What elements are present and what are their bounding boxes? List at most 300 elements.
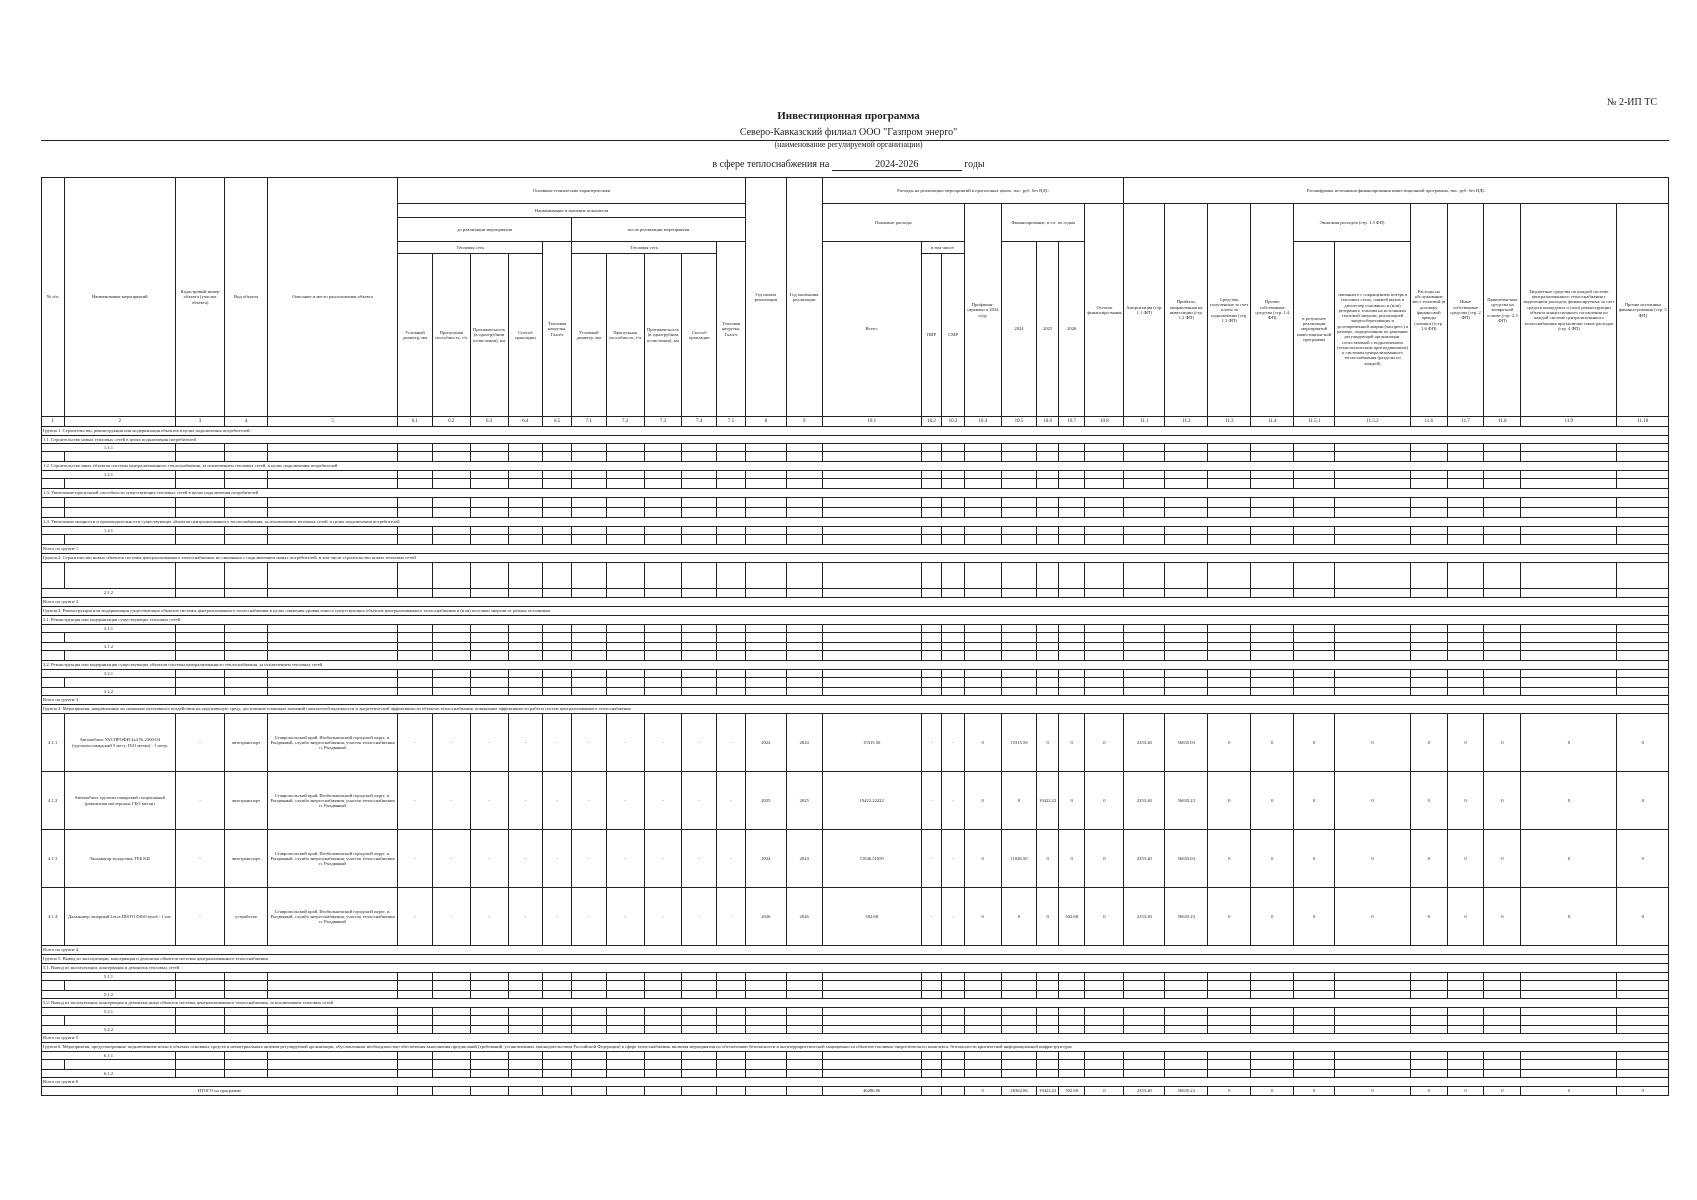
- empty-cell: [717, 498, 746, 508]
- empty-cell: [1058, 1070, 1085, 1078]
- empty-cell: [1617, 535, 1669, 545]
- item-sav2: 0: [1335, 772, 1411, 830]
- item-place: Ставропольский край, Изобильненский городской округ, п. Рыздвяный, служба энергоснабжения, участок теплоснабжения п. Рыздвяный: [268, 714, 398, 772]
- empty-cell: [1484, 633, 1521, 643]
- empty-cell: [268, 678, 398, 688]
- empty-cell: [42, 498, 65, 508]
- empty-cell: [508, 563, 543, 589]
- item-sav1: 0: [1294, 772, 1335, 830]
- empty-cell: [225, 651, 268, 661]
- group-row: [42, 696, 1669, 705]
- empty-cell: [942, 991, 965, 999]
- item-total: 15315.56: [822, 714, 921, 772]
- empty-cell: [225, 1060, 268, 1070]
- empty-cell: [1484, 991, 1521, 999]
- empty-cell: [1124, 625, 1165, 633]
- empty-cell: [42, 479, 65, 489]
- item-lease: 0: [1410, 714, 1447, 772]
- empty-cell: [176, 1026, 225, 1034]
- empty-cell: [644, 688, 682, 696]
- empty-cell: [1085, 471, 1124, 479]
- empty-cell: [225, 535, 268, 545]
- empty-cell: [921, 444, 941, 452]
- empty-cell: [1058, 508, 1085, 518]
- empty-cell: [1165, 1016, 1208, 1026]
- empty-cell: [470, 1052, 508, 1060]
- empty-cell: [1410, 471, 1447, 479]
- empty-cell: [1410, 498, 1447, 508]
- empty-cell: [606, 651, 644, 661]
- empty-cell: [398, 973, 433, 981]
- empty-cell: [1294, 1008, 1335, 1016]
- empty-cell: [1294, 643, 1335, 651]
- empty-cell: [682, 508, 717, 518]
- empty-cell: [1617, 1070, 1669, 1078]
- empty-cell: [571, 981, 606, 991]
- empty-cell: [606, 1052, 644, 1060]
- empty-cell: [822, 625, 921, 633]
- item-tech-value: -: [543, 888, 572, 946]
- col-profit-header: Прибыль, направленная на инвестиции (стр. 1.2 ФП): [1165, 204, 1208, 417]
- empty-cell: [942, 1060, 965, 1070]
- empty-cell: [470, 670, 508, 678]
- empty-cell: [717, 991, 746, 999]
- empty-cell: [1037, 1052, 1058, 1060]
- empty-cell: [268, 1070, 398, 1078]
- empty-cell: [1037, 452, 1058, 462]
- empty-cell: [432, 1008, 470, 1016]
- empty-cell: [1484, 670, 1521, 678]
- item-profit: 56635.23: [1165, 772, 1208, 830]
- empty-cell: [717, 633, 746, 643]
- empty-cell: [1410, 1008, 1447, 1016]
- empty-cell: [1251, 563, 1294, 589]
- empty-cell: [921, 688, 941, 696]
- sub-row-number: 3.1.2: [42, 643, 176, 651]
- sub-row: [42, 625, 1669, 633]
- empty-cell: [717, 688, 746, 696]
- item-f2024: 15315.56: [1001, 714, 1037, 772]
- empty-cell: [717, 1016, 746, 1026]
- empty-cell: [1124, 1052, 1165, 1060]
- empty-cell: [432, 563, 470, 589]
- item-sav2: 0: [1335, 888, 1411, 946]
- empty-cell: [1294, 498, 1335, 508]
- empty-cell: [1037, 643, 1058, 651]
- column-number-cell: 6.4: [508, 417, 543, 427]
- empty-cell: [682, 670, 717, 678]
- empty-cell: [268, 670, 398, 678]
- empty-cell: [1208, 508, 1251, 518]
- empty-cell: [942, 589, 965, 598]
- item-lease: 0: [1410, 888, 1447, 946]
- empty-cell: [225, 589, 268, 598]
- item-rest: 0: [1085, 830, 1124, 888]
- item-tech-value: -: [470, 772, 508, 830]
- empty-cell: [942, 479, 965, 489]
- empty-cell: [1447, 1060, 1484, 1070]
- empty-cell: [1294, 508, 1335, 518]
- empty-cell: [470, 535, 508, 545]
- empty-cell: [508, 1087, 543, 1096]
- empty-cell: [1251, 1008, 1294, 1016]
- empty-cell: [1447, 563, 1484, 589]
- item-cadastral: -: [176, 772, 225, 830]
- empty-cell: [176, 1008, 225, 1016]
- empty-cell: [432, 1087, 470, 1096]
- item-place: Ставропольский край, Изобильненский городской округ, п. Рыздвяный, служба энергоснабжения, участок теплоснабжения п. Рыздвяный: [268, 772, 398, 830]
- empty-cell: [1335, 678, 1411, 688]
- column-number-cell: 10.6: [1037, 417, 1058, 427]
- empty-cell: [225, 1008, 268, 1016]
- empty-cell: [42, 981, 65, 991]
- empty-cell: [1335, 444, 1411, 452]
- empty-cell: [1085, 1008, 1124, 1016]
- empty-cell: [1447, 535, 1484, 545]
- empty-cell: [1124, 1060, 1165, 1070]
- group-row: [42, 518, 1669, 527]
- empty-cell: [606, 479, 644, 489]
- item-smr: -: [942, 830, 965, 888]
- empty-cell: [682, 444, 717, 452]
- empty-cell: [1410, 678, 1447, 688]
- empty-cell: [1124, 633, 1165, 643]
- empty-cell: [606, 1060, 644, 1070]
- empty-cell: [921, 991, 941, 999]
- sub-row: [42, 1052, 1669, 1060]
- empty-cell: [644, 633, 682, 643]
- empty-cell: [1251, 625, 1294, 633]
- empty-cell: [964, 508, 1001, 518]
- empty-cell: [571, 527, 606, 535]
- column-number-cell: 11.5.1: [1294, 417, 1335, 427]
- empty-cell: [786, 508, 822, 518]
- empty-cell: [1410, 1060, 1447, 1070]
- empty-cell: [1617, 670, 1669, 678]
- empty-cell: [822, 535, 921, 545]
- investment-program-table: [41, 177, 1669, 1096]
- empty-cell: [717, 1087, 746, 1096]
- empty-cell: [398, 563, 433, 589]
- empty-cell: [745, 651, 786, 661]
- empty-cell: [682, 625, 717, 633]
- empty-cell: [543, 1060, 572, 1070]
- empty-cell: [1251, 688, 1294, 696]
- empty-cell: [398, 589, 433, 598]
- col-heat-load-before: Тепловая нагрузка, Гкал/ч: [543, 242, 572, 417]
- empty-cell: [606, 991, 644, 999]
- item-tech-value: -: [682, 888, 717, 946]
- empty-cell: [571, 452, 606, 462]
- empty-cell: [508, 651, 543, 661]
- empty-cell: [921, 1008, 941, 1016]
- empty-cell: [644, 527, 682, 535]
- item-tech-value: -: [398, 888, 433, 946]
- empty-cell: [543, 1070, 572, 1078]
- empty-cell: [964, 1008, 1001, 1016]
- empty-cell: [508, 589, 543, 598]
- empty-cell: [1251, 589, 1294, 598]
- empty-cell: [1447, 678, 1484, 688]
- empty-cell: [398, 535, 433, 545]
- empty-cell: [1484, 535, 1521, 545]
- empty-cell: [1335, 670, 1411, 678]
- empty-cell: [1335, 508, 1411, 518]
- grand-total-other-funds: 0: [1447, 1087, 1484, 1096]
- empty-cell: [745, 981, 786, 991]
- empty-cell: [571, 589, 606, 598]
- item-number: 4.1.4: [42, 888, 65, 946]
- empty-cell: [717, 563, 746, 589]
- empty-cell: [1521, 1008, 1617, 1016]
- empty-cell: [268, 1026, 398, 1034]
- item-tech-value: -: [606, 888, 644, 946]
- empty-cell: [1037, 973, 1058, 981]
- empty-cell: [745, 1052, 786, 1060]
- empty-cell: [1447, 498, 1484, 508]
- item-f2025: 0: [1037, 888, 1058, 946]
- blank-row: [42, 535, 1669, 545]
- empty-cell: [508, 452, 543, 462]
- grand-total-amort: 2353.40: [1124, 1087, 1165, 1096]
- empty-cell: [508, 678, 543, 688]
- empty-cell: [1251, 1060, 1294, 1070]
- empty-cell: [1617, 651, 1669, 661]
- empty-cell: [921, 589, 941, 598]
- empty-cell: [470, 508, 508, 518]
- item-total: 11046.51059: [822, 830, 921, 888]
- group-title: Группа 6. Мероприятия, предусмотренные подключением и/или в объемах основных средств и нематериальных активов регулируемой организации, обусловленные необходимостью обеспечения выполнения предписаний (требований, установленных законодательством Российской Федерации) в сфере теплоснабжения, включая мероприятия по обеспечению безопасности и антитеррористической защищенности объектов топливно-энергетического комплекса, безопасности критической информационной инфраструктуры: [42, 1043, 1669, 1052]
- empty-cell: [1208, 625, 1251, 633]
- empty-cell: [64, 981, 176, 991]
- empty-cell: [1410, 981, 1447, 991]
- empty-cell: [432, 479, 470, 489]
- empty-cell: [1001, 563, 1037, 589]
- empty-cell: [1410, 589, 1447, 598]
- empty-cell: [606, 563, 644, 589]
- sub-row: [42, 527, 1669, 535]
- empty-cell: [508, 1052, 543, 1060]
- empty-cell: [745, 1087, 786, 1096]
- empty-cell: [921, 981, 941, 991]
- empty-cell: [644, 471, 682, 479]
- empty-cell: [470, 471, 508, 479]
- item-smr: -: [942, 772, 965, 830]
- empty-cell: [1617, 1060, 1669, 1070]
- item-tech-value: -: [470, 830, 508, 888]
- empty-cell: [1085, 452, 1124, 462]
- empty-cell: [543, 1026, 572, 1034]
- empty-cell: [942, 498, 965, 508]
- empty-cell: [225, 981, 268, 991]
- empty-cell: [644, 973, 682, 981]
- group-title: Всего по группе 2: [42, 598, 1669, 607]
- empty-cell: [470, 498, 508, 508]
- empty-cell: [176, 1070, 225, 1078]
- empty-cell: [1484, 452, 1521, 462]
- empty-cell: [1208, 527, 1251, 535]
- empty-cell: [786, 633, 822, 643]
- empty-cell: [398, 678, 433, 688]
- empty-cell: [745, 678, 786, 688]
- empty-cell: [470, 479, 508, 489]
- empty-cell: [1085, 589, 1124, 598]
- empty-cell: [786, 471, 822, 479]
- empty-cell: [1521, 991, 1617, 999]
- empty-cell: [1294, 1016, 1335, 1026]
- empty-cell: [1124, 670, 1165, 678]
- empty-cell: [268, 1052, 398, 1060]
- empty-cell: [1001, 471, 1037, 479]
- empty-cell: [644, 1087, 682, 1096]
- empty-cell: [606, 678, 644, 688]
- empty-cell: [1085, 479, 1124, 489]
- group-title: Всего по группе 5: [42, 1034, 1669, 1043]
- empty-cell: [42, 1060, 65, 1070]
- empty-cell: [822, 670, 921, 678]
- item-rest: 0: [1085, 714, 1124, 772]
- empty-cell: [398, 651, 433, 661]
- col-savings-result-header: в результате реализации мероприятий инвестицион-ной программы: [1294, 242, 1335, 417]
- item-pir: -: [921, 888, 941, 946]
- empty-cell: [1085, 1070, 1124, 1078]
- col-laying-before: Способ прокладки: [508, 254, 543, 417]
- empty-cell: [508, 1016, 543, 1026]
- empty-cell: [942, 651, 965, 661]
- empty-cell: [1521, 1060, 1617, 1070]
- empty-cell: [1208, 471, 1251, 479]
- empty-cell: [1058, 479, 1085, 489]
- empty-cell: [225, 527, 268, 535]
- empty-cell: [571, 498, 606, 508]
- empty-cell: [1617, 643, 1669, 651]
- empty-cell: [1037, 678, 1058, 688]
- empty-cell: [225, 973, 268, 981]
- empty-cell: [1521, 508, 1617, 518]
- empty-cell: [571, 643, 606, 651]
- col-length-before: Протяжен-ность (в однотрубном исчислении), км: [470, 254, 508, 417]
- empty-cell: [64, 651, 176, 661]
- empty-cell: [1251, 678, 1294, 688]
- group-title: Группа 3. Реконструкция или модернизация существующих объектов системы централизованного теплоснабжения в целях снижения уровня износа существующих объектов централизованного теплоснабжения и (или) поставки энергии от разных источников: [42, 607, 1669, 616]
- empty-cell: [942, 1070, 965, 1078]
- item-other-own: 0: [1251, 714, 1294, 772]
- empty-cell: [1484, 527, 1521, 535]
- empty-cell: [1410, 1070, 1447, 1078]
- empty-cell: [682, 981, 717, 991]
- empty-cell: [1617, 471, 1669, 479]
- group-title: Группа 4. Мероприятия, направленные на снижение негативного воздействия на окружающую среду, достижение плановых значений показателей надежности и энергетической эффективности объектов теплоснабжения, повышение эффективности работы систем централизованного теплоснабжения: [42, 705, 1669, 714]
- empty-cell: [571, 444, 606, 452]
- empty-cell: [1058, 1052, 1085, 1060]
- empty-cell: [745, 563, 786, 589]
- empty-cell: [1521, 471, 1617, 479]
- empty-cell: [1294, 1070, 1335, 1078]
- empty-cell: [1521, 633, 1617, 643]
- col-year-end-header: Год окончания реализации: [786, 178, 822, 417]
- empty-cell: [571, 670, 606, 678]
- empty-cell: [398, 625, 433, 633]
- empty-cell: [571, 625, 606, 633]
- empty-cell: [571, 1016, 606, 1026]
- empty-cell: [964, 498, 1001, 508]
- empty-cell: [64, 633, 176, 643]
- empty-cell: [1484, 589, 1521, 598]
- empty-cell: [176, 508, 225, 518]
- empty-cell: [225, 479, 268, 489]
- item-f2026: 502.68: [1058, 888, 1085, 946]
- empty-cell: [225, 471, 268, 479]
- item-borrowed: 0: [1484, 888, 1521, 946]
- col-heat-load-after: Тепловая нагрузка, Гкал/ч: [717, 242, 746, 417]
- empty-cell: [921, 651, 941, 661]
- empty-cell: [1037, 479, 1058, 489]
- empty-cell: [745, 498, 786, 508]
- empty-cell: [1001, 535, 1037, 545]
- empty-cell: [1617, 981, 1669, 991]
- blank-row: [42, 651, 1669, 661]
- item-tech-value: -: [571, 888, 606, 946]
- empty-cell: [822, 1052, 921, 1060]
- empty-cell: [571, 991, 606, 999]
- empty-cell: [1521, 651, 1617, 661]
- empty-cell: [1037, 1060, 1058, 1070]
- empty-cell: [921, 973, 941, 981]
- item-tech-value: -: [571, 714, 606, 772]
- empty-cell: [1001, 479, 1037, 489]
- empty-cell: [606, 471, 644, 479]
- empty-cell: [644, 1052, 682, 1060]
- item-budget: 0: [1521, 888, 1617, 946]
- empty-cell: [606, 688, 644, 696]
- empty-cell: [942, 633, 965, 643]
- col-savings-header: Экономия расходов (стр. 1.5 ФП): [1294, 204, 1411, 242]
- empty-cell: [1124, 563, 1165, 589]
- item-tech-value: -: [717, 888, 746, 946]
- empty-cell: [942, 688, 965, 696]
- empty-cell: [786, 1016, 822, 1026]
- sub-row-number: 1.4.1: [42, 527, 176, 535]
- empty-cell: [606, 1087, 644, 1096]
- col-2024-header: 2024: [1001, 242, 1037, 417]
- item-pir: -: [921, 772, 941, 830]
- empty-cell: [964, 651, 1001, 661]
- empty-cell: [1410, 508, 1447, 518]
- empty-cell: [1058, 589, 1085, 598]
- empty-cell: [964, 670, 1001, 678]
- empty-cell: [1251, 444, 1294, 452]
- item-tech-value: -: [717, 714, 746, 772]
- empty-cell: [268, 643, 398, 651]
- item-tech-value: -: [644, 888, 682, 946]
- empty-cell: [398, 452, 433, 462]
- empty-cell: [1037, 670, 1058, 678]
- col-heat-network-before: Тепловая сеть: [398, 242, 543, 254]
- empty-cell: [682, 471, 717, 479]
- empty-cell: [1058, 973, 1085, 981]
- empty-cell: [1410, 670, 1447, 678]
- period-suffix: годы: [964, 159, 985, 170]
- empty-cell: [176, 973, 225, 981]
- group-row: [42, 661, 1669, 670]
- item-tech-value: -: [432, 772, 470, 830]
- item-object-type: устройство: [225, 888, 268, 946]
- empty-cell: [1447, 670, 1484, 678]
- empty-cell: [1058, 991, 1085, 999]
- sub-row-number: 5.1.1: [42, 973, 176, 981]
- empty-cell: [1484, 625, 1521, 633]
- empty-cell: [786, 1026, 822, 1034]
